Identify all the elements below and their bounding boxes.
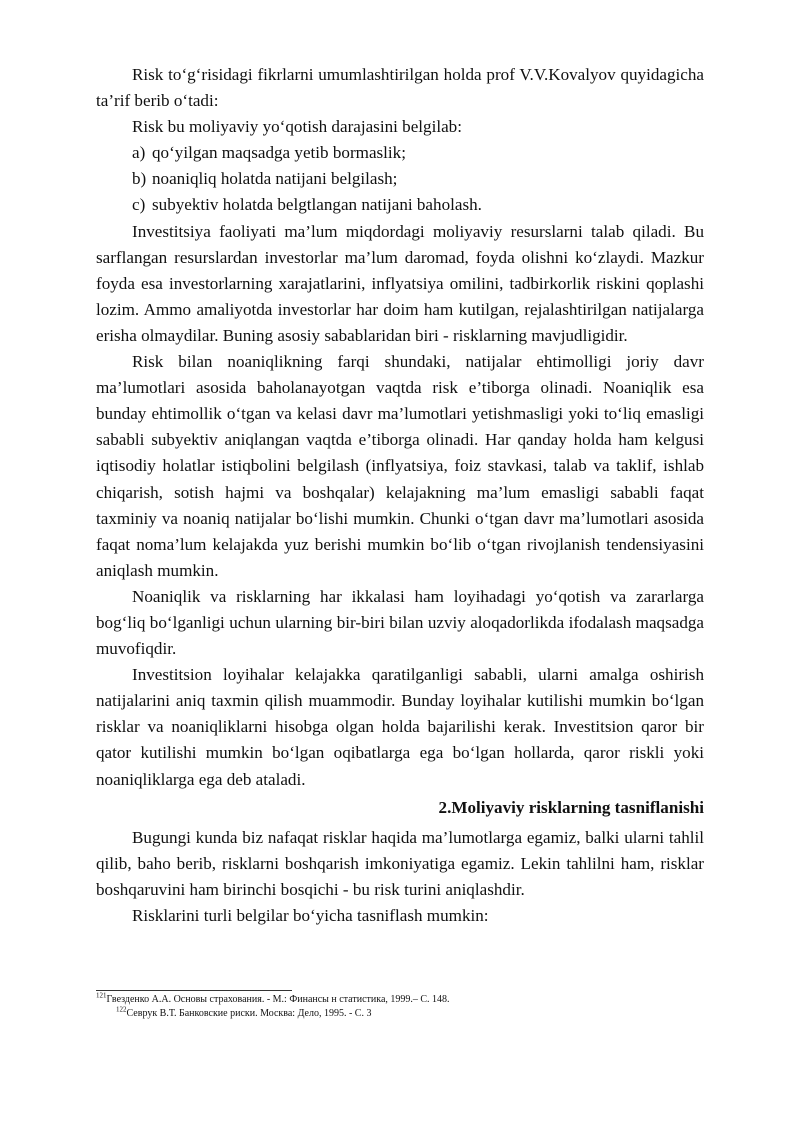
paragraph: Bugungi kunda biz nafaqat risklar haqida ma’lumotlarga egamiz, balki ularni tahlil qilib, baho berib, risklarni boshqarish imkoniyatiga egamiz. Lekin tahlilni ham, risklar boshqaruvini ham birinchi bosqichi - bu risk turini aniqlashdir. xyxy=(96,827,704,899)
footnote-number: 121 xyxy=(96,991,107,1000)
list-marker: c) xyxy=(132,195,146,215)
footnote-text: Гвезденко А.А. Основы страхования. - М.: Финансы н статистика, 1999.– С. 148. xyxy=(106,994,450,1005)
section-heading: 2.Moliyaviy risklarning tasniflanishi xyxy=(438,797,704,817)
footnote xyxy=(96,993,450,1006)
footnote xyxy=(116,1007,371,1020)
list-marker: a) xyxy=(132,143,146,163)
paragraph: Risk bu moliyaviy yo‘qotish darajasini belgilab: xyxy=(132,117,462,137)
page-body xyxy=(96,62,704,929)
paragraph: Noaniqlik va risklarning har ikkalasi ham loyihadagi yo‘qotish va zararlarga bog‘liq bo‘lganligi uchun ularning bir-biri bilan uzviy aloqadorlikda ifodalash maqsadga muvofiqdir. xyxy=(96,586,704,659)
list-marker: b) xyxy=(132,169,147,189)
footnote-separator xyxy=(96,990,292,991)
paragraph: Investitsion loyihalar kelajakka qaratilganligi sababli, ularni amalga oshirish natijalarini aniq taxmin qilish muammodir. Bunday loyihalar kutilishi mumkin bo‘lgan risklar va noaniqliklarni hisobga olgan holda bajarilishi kerak. Investitsion qaror bir qator kutilishi mumkin bo‘lgan oqibatlarga ega bo‘lgan hollarda, qaror riskli yoki noaniqliklarga ega deb ataladi. xyxy=(96,665,704,789)
paragraph: Risk bilan noaniqlikning farqi shundaki, natijalar ehtimolligi joriy davr ma’lumotlari asosida baholanayotgan vaqtda risk e’tiborga olinadi. Noaniqlik esa bunday ehtimollik o‘tgan va kelasi davr ma’lumotlari yetishmasligi yoki to‘liq emasligi sababli subyektiv aniqlangan vaqtda e’tiborga olinadi. Har qanday holda ham kelgusi iqtisodiy holatlar istiqbolini belgilash (inflyatsiya, foiz stavkasi, talab va taklif, ishlab chiqarish, sotish hajmi va boshqalar) kelajakning ma’lum emasligi sababli faqat taxminiy va noaniq natijalar bo‘lishi mumkin. Chunki o‘tgan davr ma’lumotlari asosida faqat noma’lum kelajakda yuz berishi mumkin bo‘lib o‘tgan rivojlanish tendensiyasini aniqlash mumkin. xyxy=(96,352,704,580)
list-item-text: noaniqliq holatda natijani belgilash; xyxy=(152,169,398,189)
paragraph: Risklarini turli belgilar bo‘yicha tasniflash mumkin: xyxy=(132,906,489,925)
paragraph: Investitsiya faoliyati ma’lum miqdordagi moliyaviy resurslarni talab qiladi. Bu sarflangan resurslardan investorlar ma’lum daromad, foyda olishni ko‘zlaydi. Mazkur foyda esa investorlarning xarajatlarini, inflyatsiya omilini, tadbirkorlik riskini qoplashi lozim. Ammo amaliyotda investorlar har doim ham kutilgan, rejalashtirilgan natijalarga erisha olmaydilar. Buning asosiy sabablaridan biri - risklarning mavjudligidir. xyxy=(96,221,704,345)
list-item xyxy=(96,192,704,218)
footnote-text: Севрук В.Т. Банковские риски. Москва: Дело, 1995. - С. 3 xyxy=(126,1008,372,1019)
list-item xyxy=(96,140,704,166)
list-item xyxy=(96,166,704,192)
paragraph: Risk to‘g‘risidagi fikrlarni umumlashtirilgan holda prof V.V.Kovalyov quyidagicha ta’rif berib o‘tadi: xyxy=(96,65,704,111)
list-item-text: qo‘yilgan maqsadga yetib bormaslik; xyxy=(152,143,406,163)
footnote-number: 122 xyxy=(116,1005,127,1014)
list-item-text: subyektiv holatda belgtlangan natijani baholash. xyxy=(152,195,482,215)
